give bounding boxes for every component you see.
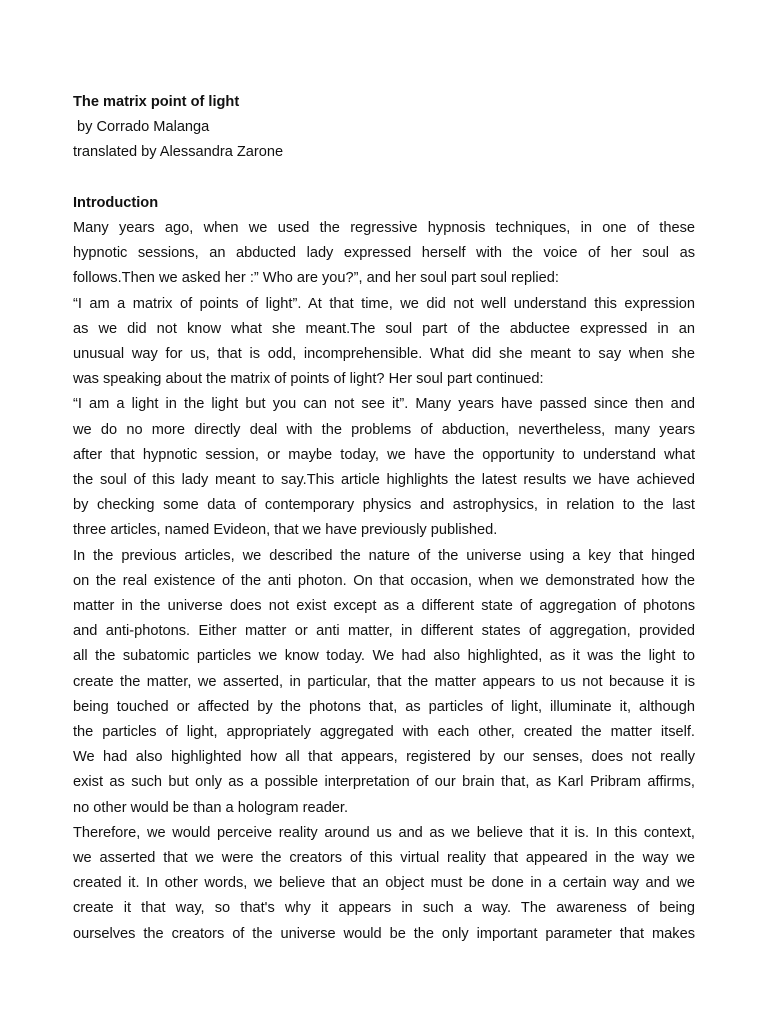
document-translator: translated by Alessandra Zarone <box>73 144 284 161</box>
body-line: hypnotic sessions, an abducted lady expressed herself with the voice of her soul as <box>73 245 695 262</box>
body-line: Therefore, we would perceive reality around us and as we believe that it is. In this context, <box>73 824 695 841</box>
body-line: on the real existence of the anti photon. On that occasion, when we demonstrated how the <box>73 572 695 589</box>
body-line: after that hypnotic session, or maybe today, we have the opportunity to understand what <box>73 446 695 463</box>
body-line: and anti-photons. Either matter or anti matter, in different states of aggregation, provided <box>73 623 695 640</box>
body-line: no other would be than a hologram reader. <box>73 799 349 816</box>
body-line: matter in the universe does not exist except as a different state of aggregation of photons <box>73 598 695 615</box>
body-line: being touched or affected by the photons that, as particles of light, illuminate it, although <box>73 698 695 715</box>
body-line: by checking some data of contemporary physics and astrophysics, in relation to the last <box>73 497 695 514</box>
body-line: create it that way, so that's why it appears in such a way. The awareness of being <box>73 900 695 917</box>
blank-line <box>73 166 695 191</box>
body-line: Many years ago, when we used the regressive hypnosis techniques, in one of these <box>73 220 695 236</box>
body-line: created it. In other words, we believe that an object must be done in a certain way and we <box>73 875 695 892</box>
body-line: was speaking about the matrix of points of light? Her soul part continued: <box>73 371 544 388</box>
body-line: In the previous articles, we described the nature of the universe using a key that hinged <box>73 547 695 564</box>
body-line: ourselves the creators of the universe would be the only important parameter that makes <box>73 925 695 942</box>
section-heading: Introduction <box>73 194 159 211</box>
body-line: as we did not know what she meant.The soul part of the abductee expressed in an <box>73 320 695 337</box>
body-line: follows.Then we asked her :” Who are you?”, and her soul part soul replied: <box>73 270 559 287</box>
body-line: unusual way for us, that is odd, incomprehensible. What did she meant to say when she <box>73 346 695 363</box>
body-line: the soul of this lady meant to say.This article highlights the latest results we have achieved <box>73 472 695 489</box>
body-line: all the subatomic particles we know today. We had also highlighted, as it was the light to <box>73 648 695 665</box>
body-line: we do no more directly deal with the problems of abduction, nevertheless, many years <box>73 421 695 438</box>
body-line: “I am a matrix of points of light”. At that time, we did not well understand this expression <box>73 295 695 312</box>
body-line: we asserted that we were the creators of this virtual reality that appeared in the way we <box>73 850 695 867</box>
document-title: The matrix point of light <box>73 94 240 110</box>
body-text <box>73 216 695 947</box>
body-line: the particles of light, appropriately aggregated with each other, created the matter itself. <box>73 724 695 741</box>
body-line: create the matter, we asserted, in particular, that the matter appears to us not because it is <box>73 673 695 690</box>
body-line: We had also highlighted how all that appears, registered by our senses, does not really <box>73 749 695 766</box>
document-content <box>73 90 695 947</box>
body-line: three articles, named Evideon, that we have previously published. <box>73 522 498 539</box>
body-line: exist as such but only as a possible interpretation of our brain that, as Karl Pribram affirms, <box>73 774 695 791</box>
document-author: by Corrado Malanga <box>73 119 210 136</box>
body-line: “I am a light in the light but you can not see it”. Many years have passed since then and <box>73 396 695 413</box>
